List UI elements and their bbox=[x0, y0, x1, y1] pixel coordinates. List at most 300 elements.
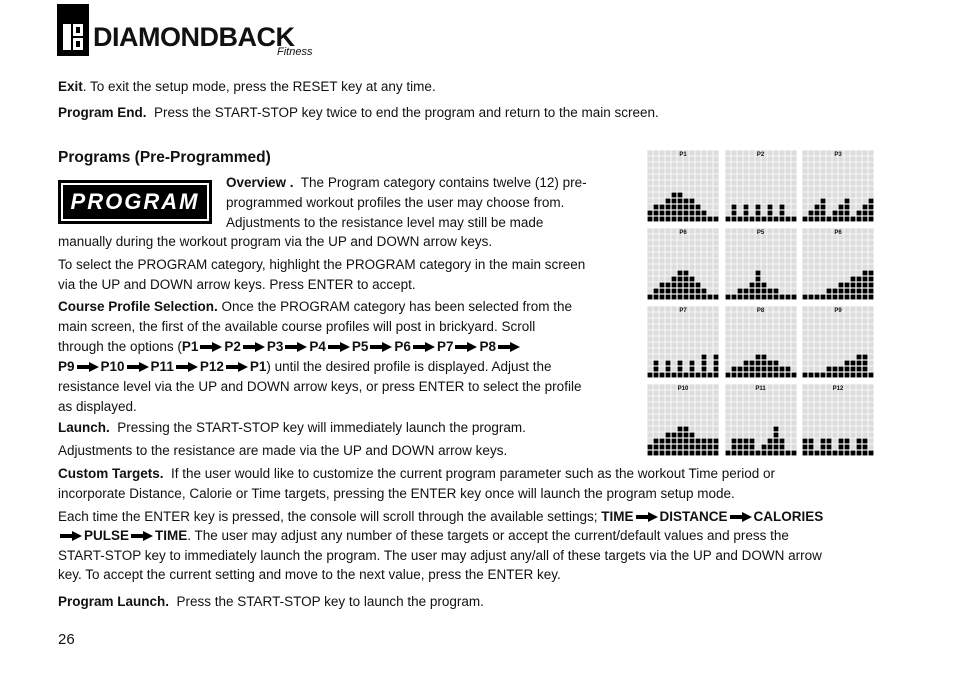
brick bbox=[684, 211, 689, 216]
profile-panel bbox=[725, 150, 797, 222]
brick bbox=[743, 361, 748, 366]
profile-seq-item: P5 bbox=[351, 339, 369, 354]
brick bbox=[708, 295, 713, 300]
brick bbox=[851, 361, 856, 366]
brick bbox=[863, 367, 868, 372]
brick bbox=[672, 277, 677, 282]
brick bbox=[857, 445, 862, 450]
program-launch-paragraph bbox=[58, 592, 484, 612]
brick bbox=[857, 277, 862, 282]
brick bbox=[696, 283, 701, 288]
logo-mark-icon bbox=[57, 4, 89, 56]
brick bbox=[863, 373, 868, 378]
profile-seq-item: P10 bbox=[100, 359, 125, 374]
brick bbox=[791, 451, 796, 456]
brick bbox=[743, 289, 748, 294]
brick bbox=[702, 373, 707, 378]
profile-seq-item: P11 bbox=[150, 359, 174, 374]
arrow-right-icon bbox=[176, 362, 198, 372]
brick bbox=[809, 451, 814, 456]
brick bbox=[761, 373, 766, 378]
brick bbox=[702, 439, 707, 444]
brick bbox=[696, 451, 701, 456]
brick bbox=[857, 283, 862, 288]
profile-seq-item: P6 bbox=[394, 339, 411, 354]
brick bbox=[666, 433, 671, 438]
brick bbox=[863, 445, 868, 450]
brick bbox=[749, 451, 754, 456]
brick bbox=[714, 451, 719, 456]
brick bbox=[684, 373, 689, 378]
brick bbox=[743, 445, 748, 450]
brick bbox=[863, 355, 868, 360]
brick bbox=[815, 211, 820, 216]
brick bbox=[690, 289, 695, 294]
profile-brick-chart bbox=[647, 150, 719, 222]
brick bbox=[666, 211, 671, 216]
brick bbox=[821, 199, 826, 204]
brick bbox=[761, 295, 766, 300]
brick bbox=[755, 367, 760, 372]
brick bbox=[666, 217, 671, 222]
brick bbox=[809, 211, 814, 216]
brick bbox=[803, 295, 808, 300]
brick bbox=[785, 295, 790, 300]
brick bbox=[672, 211, 677, 216]
brick bbox=[654, 361, 659, 366]
brick bbox=[863, 283, 868, 288]
brick bbox=[839, 439, 844, 444]
brick bbox=[821, 373, 826, 378]
brick bbox=[696, 205, 701, 210]
brick bbox=[833, 289, 838, 294]
brick bbox=[743, 295, 748, 300]
section-title: Programs (Pre-Programmed) bbox=[58, 149, 271, 166]
brick bbox=[684, 427, 689, 432]
brick bbox=[690, 451, 695, 456]
setting-item: PULSE bbox=[84, 528, 130, 543]
brick bbox=[654, 439, 659, 444]
brick bbox=[857, 367, 862, 372]
course-text-4: ) until the desired profile is displayed. Adjust the bbox=[266, 359, 552, 374]
brick bbox=[803, 451, 808, 456]
brick bbox=[857, 295, 862, 300]
overview-line-1 bbox=[226, 173, 587, 193]
brick bbox=[773, 427, 778, 432]
profile-panel bbox=[802, 228, 874, 300]
brick bbox=[821, 295, 826, 300]
brick bbox=[702, 295, 707, 300]
brick bbox=[863, 211, 868, 216]
brick bbox=[785, 451, 790, 456]
brick bbox=[833, 295, 838, 300]
brick bbox=[827, 217, 832, 222]
brick bbox=[767, 361, 772, 366]
brick bbox=[660, 295, 665, 300]
brick bbox=[696, 373, 701, 378]
brick bbox=[827, 373, 832, 378]
brick bbox=[714, 355, 719, 360]
profile-label: P10 bbox=[677, 386, 689, 392]
brick bbox=[666, 367, 671, 372]
brick bbox=[678, 217, 683, 222]
brick bbox=[857, 217, 862, 222]
brick bbox=[755, 451, 760, 456]
arrow-right-icon bbox=[60, 531, 82, 541]
brick bbox=[731, 211, 736, 216]
brick bbox=[749, 367, 754, 372]
profile-panel bbox=[725, 228, 797, 300]
brick bbox=[666, 205, 671, 210]
brick bbox=[690, 445, 695, 450]
brick bbox=[690, 217, 695, 222]
brick bbox=[845, 289, 850, 294]
brick bbox=[702, 211, 707, 216]
brick bbox=[702, 451, 707, 456]
brick bbox=[851, 283, 856, 288]
brick bbox=[785, 373, 790, 378]
overview-text-1: The Program category contains twelve (12) pre- bbox=[293, 175, 587, 190]
brick bbox=[869, 289, 874, 294]
brick bbox=[833, 451, 838, 456]
brick bbox=[767, 205, 772, 210]
brick bbox=[773, 445, 778, 450]
arrow-right-icon bbox=[413, 342, 435, 352]
profile-brick-chart bbox=[802, 228, 874, 300]
brick bbox=[731, 445, 736, 450]
profile-panel bbox=[802, 384, 874, 456]
brick bbox=[660, 451, 665, 456]
profile-seq-item: P2 bbox=[224, 339, 241, 354]
adjust-paragraph: Adjustments to the resistance are made via the UP and DOWN arrow keys. bbox=[58, 443, 508, 458]
brick bbox=[845, 439, 850, 444]
program-end-paragraph bbox=[58, 103, 659, 123]
profile-label: P11 bbox=[755, 386, 766, 392]
brick bbox=[761, 355, 766, 360]
setting-item: TIME bbox=[155, 528, 188, 543]
program-launch-text: Press the START-STOP key to launch the program. bbox=[169, 594, 484, 609]
brick bbox=[696, 289, 701, 294]
setting-item: TIME bbox=[601, 509, 634, 524]
setting-item: DISTANCE bbox=[659, 509, 728, 524]
course-line-5: resistance level via the UP and DOWN arrow keys, or press ENTER to select the profile bbox=[58, 379, 582, 394]
brick bbox=[809, 295, 814, 300]
brick bbox=[821, 211, 826, 216]
brick bbox=[666, 451, 671, 456]
brick bbox=[660, 373, 665, 378]
brick bbox=[702, 445, 707, 450]
brick bbox=[863, 205, 868, 210]
brick bbox=[684, 205, 689, 210]
profile-label: P2 bbox=[756, 152, 765, 158]
brick bbox=[755, 355, 760, 360]
brand-logo bbox=[57, 4, 322, 60]
brick bbox=[815, 205, 820, 210]
brick bbox=[654, 295, 659, 300]
profile-brick-chart bbox=[802, 150, 874, 222]
brick bbox=[845, 283, 850, 288]
brick bbox=[851, 295, 856, 300]
profile-panel bbox=[647, 306, 719, 378]
brick bbox=[678, 451, 683, 456]
brick bbox=[678, 283, 683, 288]
brick bbox=[743, 217, 748, 222]
brick bbox=[785, 367, 790, 372]
brick bbox=[696, 439, 701, 444]
brick bbox=[845, 205, 850, 210]
brick bbox=[678, 361, 683, 366]
brick bbox=[863, 271, 868, 276]
brick bbox=[690, 199, 695, 204]
brick bbox=[833, 211, 838, 216]
brick bbox=[690, 373, 695, 378]
profile-label: P7 bbox=[679, 308, 687, 314]
profile-seq-item: P1 bbox=[249, 359, 267, 374]
profile-seq-item: P7 bbox=[436, 339, 454, 354]
brick bbox=[785, 217, 790, 222]
brick bbox=[743, 211, 748, 216]
brick bbox=[672, 433, 677, 438]
brick bbox=[743, 205, 748, 210]
program-badge-label: PROGRAM bbox=[70, 189, 200, 214]
profile-panel bbox=[725, 384, 797, 456]
brick bbox=[851, 217, 856, 222]
brick bbox=[684, 439, 689, 444]
setting-item: CALORIES bbox=[753, 509, 824, 524]
brick bbox=[755, 271, 760, 276]
brick bbox=[815, 295, 820, 300]
brick bbox=[821, 439, 826, 444]
brick bbox=[839, 373, 844, 378]
brick bbox=[666, 373, 671, 378]
brick bbox=[714, 373, 719, 378]
brick bbox=[869, 205, 874, 210]
brick bbox=[749, 289, 754, 294]
exit-term: Exit bbox=[58, 79, 83, 94]
brick bbox=[672, 199, 677, 204]
custom-line-2: incorporate Distance, Calorie or Time targets, pressing the ENTER key once will launch the program setup mode. bbox=[58, 486, 735, 501]
brick bbox=[731, 373, 736, 378]
course-line-2: main screen, the first of the available course profiles will post in brickyard. Scroll bbox=[58, 319, 536, 334]
custom-text-1: If the user would like to customize the current program parameter such as the workout Time period or bbox=[163, 466, 776, 481]
brick bbox=[779, 445, 784, 450]
brick bbox=[684, 283, 689, 288]
brick bbox=[869, 283, 874, 288]
brick bbox=[809, 217, 814, 222]
brick bbox=[815, 373, 820, 378]
brick bbox=[863, 451, 868, 456]
brick bbox=[684, 295, 689, 300]
brick bbox=[660, 445, 665, 450]
brick bbox=[749, 361, 754, 366]
brick bbox=[773, 295, 778, 300]
brick bbox=[714, 445, 719, 450]
profile-brick-chart bbox=[725, 228, 797, 300]
profile-panel bbox=[802, 150, 874, 222]
brick bbox=[857, 361, 862, 366]
brick bbox=[869, 211, 874, 216]
brick bbox=[857, 373, 862, 378]
select-line-2: via the UP and DOWN arrow keys. Press ENTER to accept. bbox=[58, 277, 416, 292]
brick bbox=[827, 439, 832, 444]
brick bbox=[654, 289, 659, 294]
brick bbox=[737, 295, 742, 300]
brick bbox=[684, 271, 689, 276]
brick bbox=[678, 295, 683, 300]
brick bbox=[791, 295, 796, 300]
brick bbox=[714, 367, 719, 372]
brick bbox=[863, 295, 868, 300]
brick bbox=[696, 217, 701, 222]
exit-paragraph bbox=[58, 77, 436, 97]
brick bbox=[743, 439, 748, 444]
brick bbox=[731, 367, 736, 372]
brick bbox=[839, 367, 844, 372]
brick bbox=[678, 211, 683, 216]
course-line-4 bbox=[58, 357, 552, 377]
brick bbox=[779, 439, 784, 444]
brick bbox=[761, 217, 766, 222]
brick bbox=[845, 361, 850, 366]
brick bbox=[672, 295, 677, 300]
arrow-right-icon bbox=[498, 342, 520, 352]
program-launch-term: Program Launch. bbox=[58, 594, 170, 609]
profile-seq-item: P9 bbox=[58, 359, 75, 374]
profile-panel bbox=[647, 384, 719, 456]
brick bbox=[767, 211, 772, 216]
brick bbox=[678, 193, 683, 198]
brick bbox=[666, 361, 671, 366]
brick bbox=[845, 211, 850, 216]
brick bbox=[684, 433, 689, 438]
brick bbox=[845, 295, 850, 300]
brick bbox=[779, 211, 784, 216]
brick bbox=[863, 217, 868, 222]
brick bbox=[827, 367, 832, 372]
brick bbox=[708, 439, 713, 444]
brick bbox=[666, 283, 671, 288]
profile-seq-item: P1 bbox=[181, 339, 199, 354]
brick bbox=[815, 451, 820, 456]
arrow-right-icon bbox=[243, 342, 265, 352]
brick bbox=[660, 289, 665, 294]
brick bbox=[648, 451, 653, 456]
exit-text: . To exit the setup mode, press the RESET key at any time. bbox=[82, 79, 436, 94]
brick bbox=[833, 373, 838, 378]
profile-brick-chart bbox=[802, 384, 874, 456]
brick bbox=[755, 205, 760, 210]
course-line-3 bbox=[58, 337, 522, 357]
brick bbox=[809, 445, 814, 450]
brick bbox=[684, 199, 689, 204]
brick bbox=[731, 217, 736, 222]
brick bbox=[737, 289, 742, 294]
brick bbox=[672, 289, 677, 294]
brick bbox=[749, 439, 754, 444]
brick bbox=[755, 295, 760, 300]
brick bbox=[761, 289, 766, 294]
brick bbox=[845, 367, 850, 372]
brick bbox=[678, 271, 683, 276]
brick bbox=[773, 373, 778, 378]
profile-seq-item: P8 bbox=[479, 339, 496, 354]
brick bbox=[678, 199, 683, 204]
profile-brick-chart bbox=[802, 306, 874, 378]
brick bbox=[678, 367, 683, 372]
brick bbox=[869, 277, 874, 282]
brick bbox=[803, 439, 808, 444]
brick bbox=[749, 373, 754, 378]
course-term: Course Profile Selection. bbox=[58, 299, 218, 314]
brick bbox=[749, 283, 754, 288]
brick bbox=[851, 277, 856, 282]
brick bbox=[773, 217, 778, 222]
brick bbox=[648, 295, 653, 300]
arrow-right-icon bbox=[131, 531, 153, 541]
brick bbox=[714, 295, 719, 300]
brick bbox=[690, 277, 695, 282]
brick bbox=[767, 445, 772, 450]
profile-panel bbox=[647, 228, 719, 300]
brick bbox=[845, 373, 850, 378]
each-time-text-1: Each time the ENTER key is pressed, the console will scroll through the available settings; bbox=[58, 509, 602, 524]
brick bbox=[857, 355, 862, 360]
course-line-6: as displayed. bbox=[58, 399, 137, 414]
brick bbox=[773, 367, 778, 372]
overview-line-4: manually during the workout program via the UP and DOWN arrow keys. bbox=[58, 234, 493, 249]
brick bbox=[678, 205, 683, 210]
profile-panel bbox=[802, 306, 874, 378]
brick bbox=[672, 283, 677, 288]
brick bbox=[737, 367, 742, 372]
profile-label: P6 bbox=[679, 230, 687, 236]
brick bbox=[731, 295, 736, 300]
brick bbox=[708, 451, 713, 456]
profile-brick-chart bbox=[725, 384, 797, 456]
brick bbox=[708, 217, 713, 222]
brick bbox=[773, 361, 778, 366]
brick bbox=[851, 451, 856, 456]
brick bbox=[654, 451, 659, 456]
brick bbox=[749, 445, 754, 450]
brick bbox=[839, 283, 844, 288]
brick bbox=[737, 373, 742, 378]
each-time-line-4: key. To accept the current setting and move to the next value, press the ENTER key. bbox=[58, 567, 561, 582]
brick bbox=[803, 445, 808, 450]
brick bbox=[761, 367, 766, 372]
brick bbox=[767, 295, 772, 300]
brick bbox=[648, 211, 653, 216]
profile-label: P12 bbox=[832, 386, 844, 392]
each-time-line-1 bbox=[58, 507, 823, 527]
brick bbox=[690, 295, 695, 300]
brick bbox=[863, 439, 868, 444]
brick bbox=[749, 217, 754, 222]
brick bbox=[743, 367, 748, 372]
brick bbox=[743, 373, 748, 378]
brick bbox=[702, 355, 707, 360]
arrow-right-icon bbox=[328, 342, 350, 352]
brick bbox=[827, 445, 832, 450]
brick bbox=[809, 439, 814, 444]
course-text-3: through the options ( bbox=[58, 339, 182, 354]
custom-line-1 bbox=[58, 464, 775, 484]
brick bbox=[767, 367, 772, 372]
brick bbox=[702, 217, 707, 222]
brick bbox=[755, 211, 760, 216]
brick bbox=[767, 451, 772, 456]
brick bbox=[755, 373, 760, 378]
